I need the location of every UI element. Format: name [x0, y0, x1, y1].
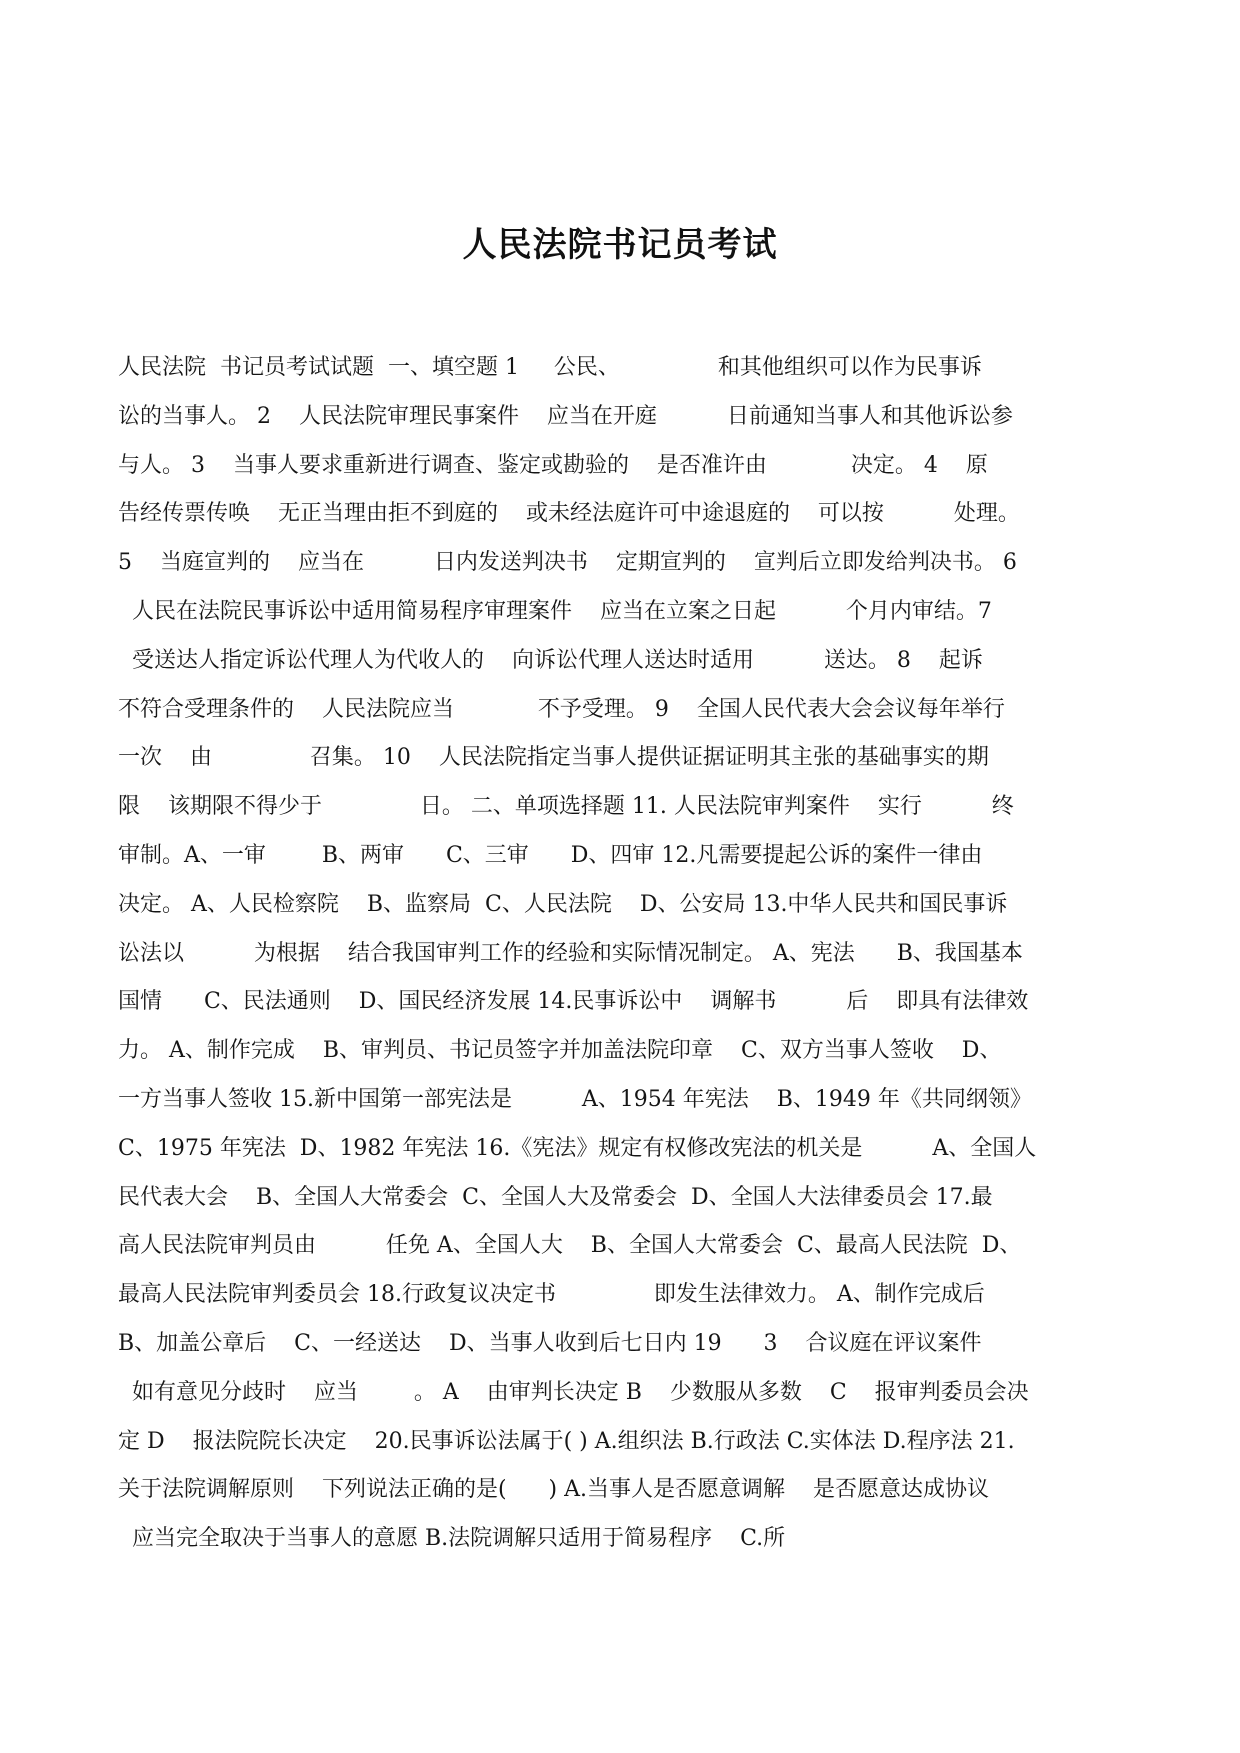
text-line: 告经传票传唤 无正当理由拒不到庭的 或未经法庭许可中途退庭的 可以按 处理。 — [118, 501, 1020, 527]
text-line: B、加盖公章后 C、一经送达 D、当事人收到后七日内 19 3 合议庭在评议案件 — [118, 1330, 982, 1356]
document-body — [118, 344, 1123, 1564]
text-line: 人民在法院民事诉讼中适用简易程序审理案件 应当在立案之日起 个月内审结。7 — [118, 598, 992, 624]
text-line: 一次 由 召集。 10 人民法院指定当事人提供证据证明其主张的基础事实的期 — [118, 745, 989, 771]
text-line: 讼法以 为根据 结合我国审判工作的经验和实际情况制定。 A、宪法 B、我国基本 — [118, 940, 1023, 966]
document-title: 人民法院书记员考试 — [462, 225, 778, 265]
text-line: 讼的当事人。 2 人民法院审理民事案件 应当在开庭 日前通知当事人和其他诉讼参 — [118, 403, 1013, 429]
text-line: 人民法院 书记员考试试题 一、填空题 1 公民、 和其他组织可以作为民事诉 — [118, 355, 982, 380]
text-line: 应当完全取决于当事人的意愿 B.法院调解只适用于简易程序 C.所 — [118, 1526, 786, 1552]
text-line: 关于法院调解原则 下列说法正确的是( ) A.当事人是否愿意调解 是否愿意达成协议 — [118, 1477, 989, 1503]
text-line: 高人民法院审判员由 任免 A、全国人大 B、全国人大常委会 C、最高人民法院 D、 — [118, 1233, 1022, 1259]
text-line: 不符合受理条件的 人民法院应当 不予受理。 9 全国人民代表大会会议每年举行 — [118, 696, 1005, 722]
text-line: 国情 C、民法通则 D、国民经济发展 14.民事诉讼中 调解书 后 即具有法律效 — [118, 989, 1029, 1015]
text-line: 与人。 3 当事人要求重新进行调查、鉴定或勘验的 是否准许由 决定。 4 原 — [118, 452, 988, 478]
text-line: 定 D 报法院院长决定 20.民事诉讼法属于( ) A.组织法 B.行政法 C.实体法 D.程序法 21. — [118, 1428, 1015, 1454]
text-line: 如有意见分歧时 应当 。 A 由审判长决定 B 少数服从多数 C 报审判委员会决 — [118, 1379, 1029, 1405]
text-line: 审制。A、一审 B、两审 C、三审 D、四审 12.凡需要提起公诉的案件一律由 — [118, 842, 983, 868]
text-line: 最高人民法院审判委员会 18.行政复议决定书 即发生法律效力。 A、制作完成后 — [118, 1282, 985, 1308]
text-line: 受送达人指定诉讼代理人为代收人的 向诉讼代理人送达时适用 送达。 8 起诉 — [118, 647, 983, 673]
text-line: C、1975 年宪法 D、1982 年宪法 16.《宪法》规定有权修改宪法的机关是 A、全国人 — [118, 1135, 1037, 1161]
text-line: 决定。 A、人民检察院 B、监察局 C、人民法院 D、公安局 13.中华人民共和国民事诉 — [118, 891, 1008, 917]
text-line: 限 该期限不得少于 日。 二、单项选择题 11. 人民法院审判案件 实行 终 — [118, 794, 1014, 820]
text-line: 民代表大会 B、全国人大常委会 C、全国人大及常委会 D、全国人大法律委员会 17.最 — [118, 1184, 993, 1210]
text-line: 一方当事人签收 15.新中国第一部宪法是 A、1954 年宪法 B、1949 年《共同纲领》 — [118, 1086, 1032, 1112]
text-line: 5 当庭宣判的 应当在 日内发送判决书 定期宣判的 宣判后立即发给判决书。 6 — [118, 550, 1017, 576]
text-line: 力。 A、制作完成 B、审判员、书记员签字并加盖法院印章 C、双方当事人签收 D、 — [118, 1038, 1002, 1064]
